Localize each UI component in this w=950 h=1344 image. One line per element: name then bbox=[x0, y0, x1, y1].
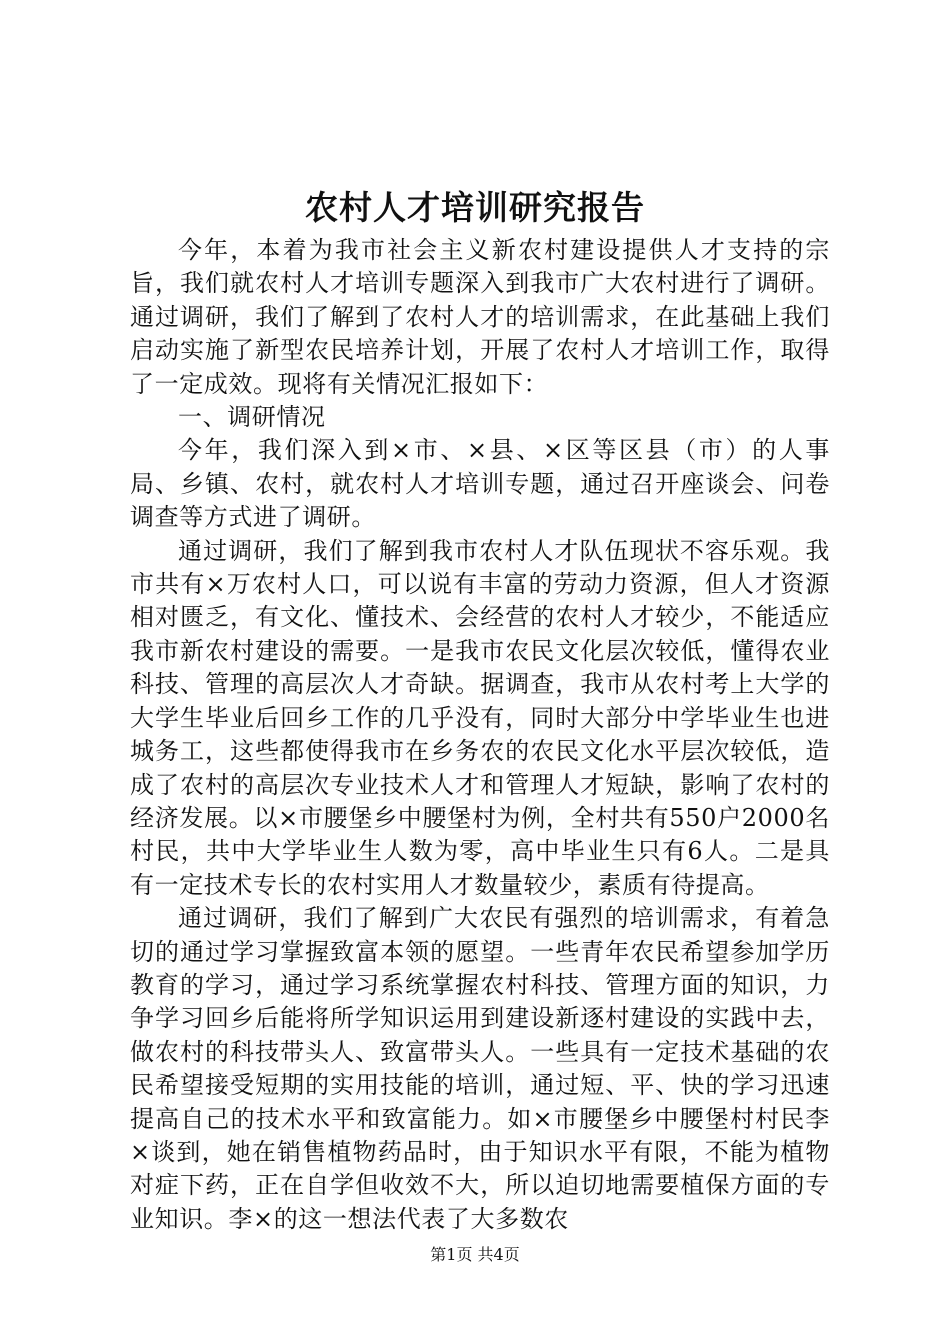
document-body bbox=[130, 234, 830, 1236]
paragraph-survey-scope: 今年，我们深入到×市、×县、×区等区县（市）的人事局、乡镇、农村，就农村人才培训专题，通过召开座谈会、问卷调查等方式进了调研。 bbox=[130, 436, 830, 532]
page-number-footer: 第1页 共4页 bbox=[430, 1245, 520, 1264]
paragraph-training-demand: 通过调研，我们了解到广大农民有强烈的培训需求，有着急切的通过学习掌握致富本领的愿望。一些青年农民希望参加学历教育的学习，通过学习系统掌握农村科技、管理方面的知识，力争学习回乡后能将所学知识运用到建设新逐村建设的实践中去，做农村的科技带头人、致富带头人。一些具有一定技术基础的农民希望接受短期的实用技能的培训，通过短、平、快的学习迅速提高自己的技术水平和致富能力。如×市腰堡乡中腰堡村村民李×谈到，她在销售植物药品时，由于知识水平有限，不能为植物对症下药，正在自学但收效不大，所以迫切地需要植保方面的专业知识。李×的这一想法代表了大多数农 bbox=[130, 904, 830, 1233]
paragraph-talent-status: 通过调研，我们了解到我市农村人才队伍现状不容乐观。我市共有×万农村人口，可以说有丰富的劳动力资源，但人才资源相对匮乏，有文化、懂技术、会经营的农村人才较少，不能适应我市新农村建设的需要。一是我市农民文化层次较低，懂得农业科技、管理的高层次人才奇缺。据调查，我市从农村考上大学的大学生毕业后回乡工作的几乎没有，同时大部分中学毕业生也进城务工，这些都使得我市在乡务农的农民文化水平层次较低，造成了农村的高层次专业技术人才和管理人才短缺，影响了农村的经济发展。以×市腰堡乡中腰堡村为例，全村共有550户2000名村民，共中大学毕业生人数为零，高中毕业生只有6人。二是具有一定技术专长的农村实用人才数量较少，素质有待提高。 bbox=[130, 536, 830, 899]
paragraph-intro: 今年，本着为我市社会主义新农村建设提供人才支持的宗旨，我们就农村人才培训专题深入到我市广大农村进行了调研。通过调研，我们了解到了农村人才的培训需求，在此基础上我们启动实施了新型农民培养计划，开展了农村人才培训工作，取得了一定成效。现将有关情况汇报如下： bbox=[130, 236, 830, 398]
section-heading-survey: 一、调研情况 bbox=[178, 403, 326, 432]
document-title: 农村人才培训研究报告 bbox=[305, 188, 645, 227]
